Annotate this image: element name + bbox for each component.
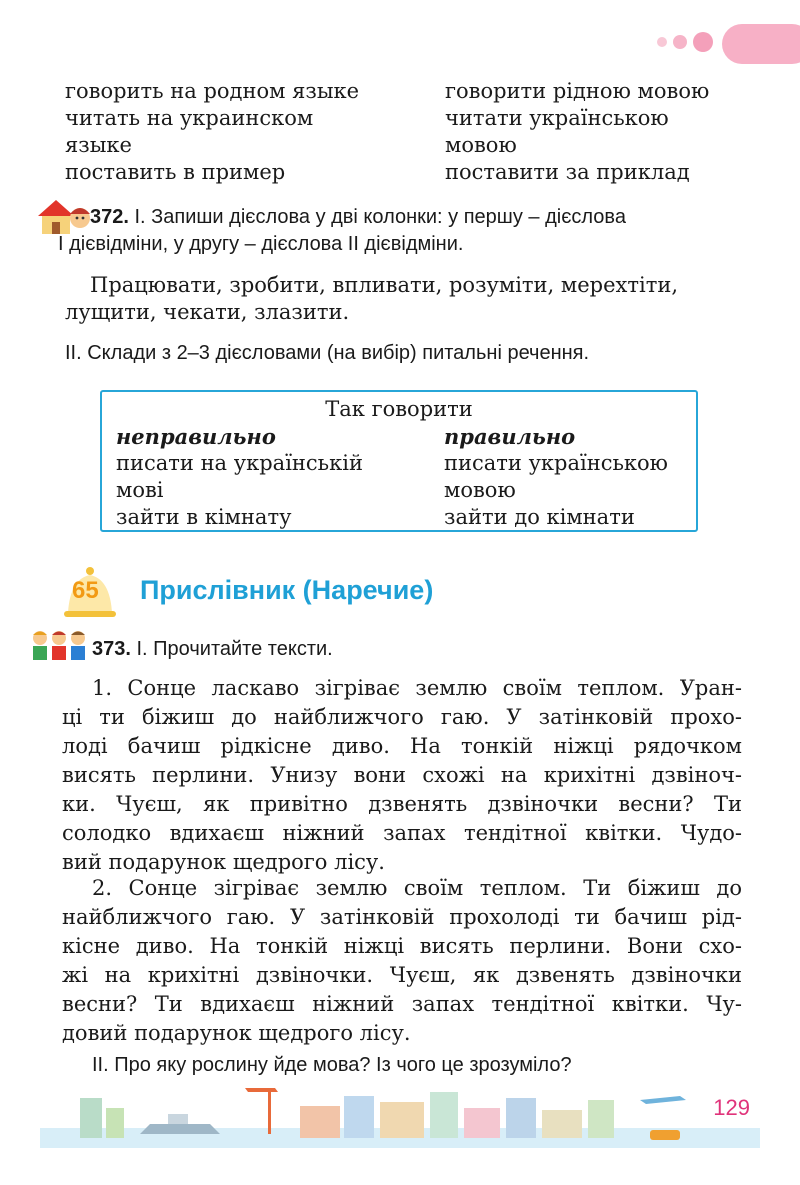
text-1	[62, 674, 742, 877]
lesson-heading	[58, 565, 558, 625]
city-illustration	[40, 1078, 760, 1148]
right-header: правильно	[444, 424, 576, 449]
text-line: жі на крихітні дзвіночки. Чуєш, як дзвенять дзвіночки	[62, 963, 742, 987]
text-line: 1. Сонце ласкаво зігріває землю своїм теплом. Уран-	[92, 676, 742, 700]
task-372	[58, 204, 748, 258]
text-line: весни? Ти вдихаєш ніжний запах тендітної квітки. Чу-	[62, 992, 742, 1016]
correct-usage-box	[100, 390, 698, 532]
ukrainian-phrase: поставити за приклад	[445, 160, 690, 184]
russian-phrase: читать на украинском	[65, 106, 314, 130]
text-line: 2. Сонце зігріває землю своїм теплом. Ти біжиш до	[92, 876, 742, 900]
lesson-title: Прислівник (Наречие)	[140, 575, 434, 605]
task-instruction-line2: І дієвідміни, у другу – дієслова ІІ дієвідміни.	[58, 233, 464, 255]
right-phrase: писати українською	[444, 451, 668, 475]
word-list-line1: Працювати, зробити, впливати, розуміти, мерехтіти,	[90, 273, 678, 297]
lesson-number: 65	[72, 577, 99, 604]
vocabulary-pairs	[65, 78, 745, 186]
pair-row	[65, 159, 745, 186]
ukrainian-phrase: читати українською	[445, 106, 669, 130]
task-instruction-line1: І. Запиши дієслова у дві колонки: у першу – дієслова	[134, 206, 626, 228]
children-group-icon	[28, 628, 90, 662]
header-decoration	[600, 0, 800, 80]
wrong-phrase: мові	[116, 478, 164, 502]
task-372-part2: ІІ. Склади з 2–3 дієсловами (на вибір) питальні речення.	[65, 342, 590, 364]
text-line: ки. Чуєш, як привітно дзвенять дзвіночки весни? Ти	[62, 792, 742, 816]
russian-phrase: языке	[65, 133, 132, 157]
box-title: Так говорити	[325, 397, 473, 421]
task-373-part2: ІІ. Про яку рослину йде мова? Із чого це зрозуміло?	[92, 1054, 572, 1076]
text-line: висять перлини. Унизу вони схожі на крихітні дзвіноч-	[62, 763, 742, 787]
ukrainian-phrase: мовою	[445, 133, 517, 157]
text-2	[62, 874, 742, 1048]
page-number: 129	[713, 1095, 750, 1120]
wrong-phrase: зайти в кімнату	[116, 505, 292, 529]
text-line: довий подарунок щедрого лісу.	[62, 1021, 411, 1045]
pair-row	[65, 105, 745, 132]
right-phrase: мовою	[444, 478, 516, 502]
text-line: лоді бачиш рідкісне диво. На тонкій ніжці рядочком	[62, 734, 742, 758]
text-line: солодко вдихаєш ніжний запах тендітної квітки. Чудо-	[62, 821, 742, 845]
text-line: кісне диво. На тонкій ніжці висять перлини. Вони схо-	[62, 934, 742, 958]
russian-phrase: поставить в пример	[65, 160, 286, 184]
text-line: вий подарунок щедрого лісу.	[62, 850, 385, 874]
ukrainian-phrase: говорити рідною мовою	[445, 79, 710, 103]
task-number: 373.	[92, 638, 131, 660]
task-373	[92, 636, 782, 663]
wrong-header: неправильно	[116, 424, 276, 449]
word-list-line2: лущити, чекати, злазити.	[65, 300, 350, 324]
task-372-words	[65, 272, 750, 326]
task-instruction: І. Прочитайте тексти.	[136, 638, 333, 660]
task-number: 372.	[90, 206, 129, 228]
text-line: ці ти біжиш до найближчого гаю. У затінковій прохо-	[62, 705, 742, 729]
right-phrase: зайти до кімнати	[444, 505, 635, 529]
text-line: найближчого гаю. У затінковій прохолоді ти бачиш рід-	[62, 905, 742, 929]
pair-row	[65, 78, 745, 105]
wrong-phrase: писати на українській	[116, 451, 363, 475]
russian-phrase: говорить на родном языке	[65, 79, 360, 103]
pair-row	[65, 132, 745, 159]
